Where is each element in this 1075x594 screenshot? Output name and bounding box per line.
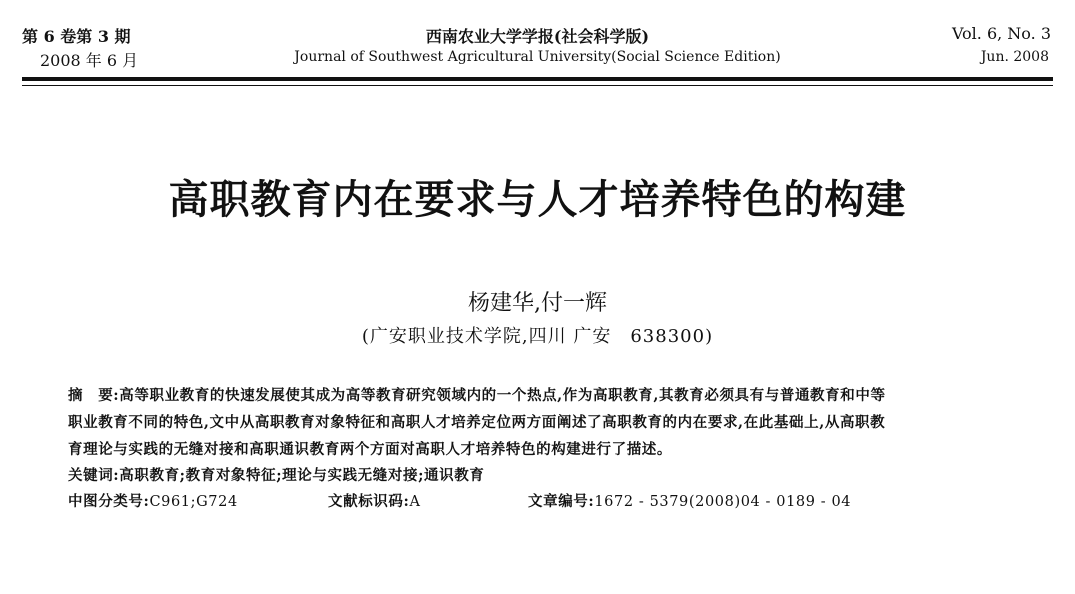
keywords (68, 464, 484, 485)
abstract-line-3: 育理论与实践的无缝对接和高职通识教育两个方面对高职人才培养特色的构建进行了描述。 (68, 441, 672, 458)
header-rule-thick (22, 77, 1053, 81)
keywords-label: 关键词: (68, 467, 120, 484)
date-en: Jun. 2008 (980, 49, 1049, 65)
abstract-label: 摘 要: (68, 387, 120, 404)
authors: 杨建华,付一辉 (468, 291, 607, 316)
volume-issue-cn: 第 6 卷第 3 期 (22, 27, 131, 46)
date-cn: 2008 年 6 月 (40, 51, 139, 70)
clc-label: 中图分类号: (68, 493, 150, 510)
affiliation: (广安职业技术学院,四川 广安 638300) (361, 326, 714, 347)
abstract-text: 高等职业教育的快速发展使其成为高等教育研究领域内的一个热点,作为高职教育,其教育必须具有与普通教育和中等 (119, 387, 886, 404)
abstract-line-2: 职业教育不同的特色,文中从高职教育对象特征和高职人才培养定位两方面阐述了高职教育的内在要求,在此基础上,从高职教 (68, 414, 886, 431)
document-code (328, 490, 421, 511)
clc-number (68, 490, 238, 511)
abstract-line-1 (68, 384, 886, 405)
article-title: 高职教育内在要求与人才培养特色的构建 (168, 176, 907, 223)
volume-issue-en: Vol. 6, No. 3 (951, 24, 1051, 43)
doc-code-value: A (409, 494, 421, 510)
clc-value: C961;G724 (149, 494, 238, 510)
header-rule-thin (22, 85, 1053, 86)
article-no-value: 1672 - 5379(2008)04 - 0189 - 04 (594, 494, 852, 510)
article-number (528, 490, 851, 511)
keywords-text: 高职教育;教育对象特征;理论与实践无缝对接;通识教育 (119, 467, 485, 484)
journal-title-cn: 西南农业大学学报(社会科学版) (425, 27, 650, 46)
journal-title-en: Journal of Southwest Agricultural University(Social Science Edition) (294, 49, 781, 65)
doc-code-label: 文献标识码: (328, 493, 410, 510)
article-no-label: 文章编号: (528, 493, 595, 510)
